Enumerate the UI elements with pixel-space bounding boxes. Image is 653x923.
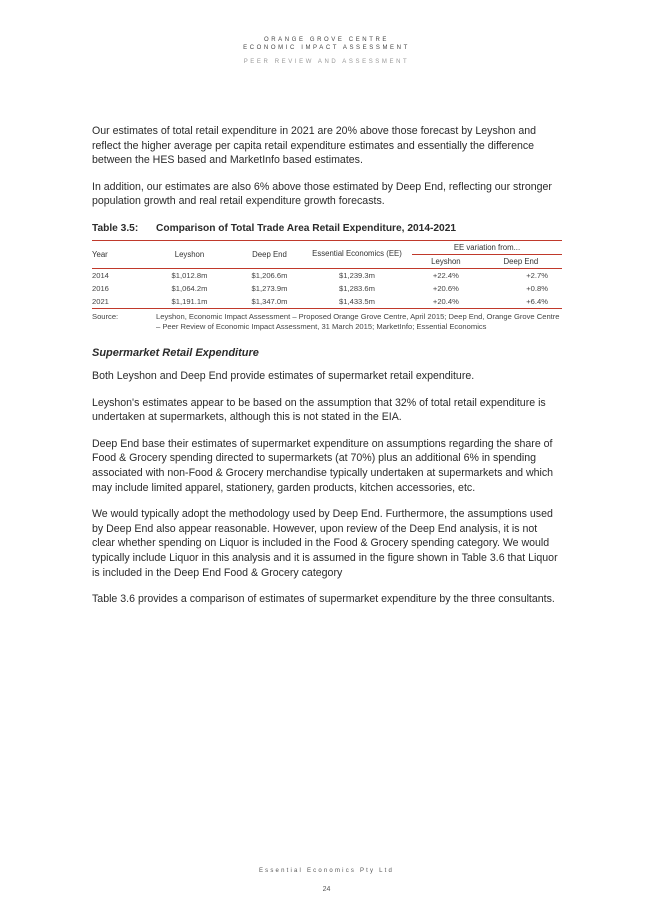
table-number: Table 3.5: bbox=[92, 222, 139, 234]
cell-deep-end: $1,206.6m bbox=[251, 270, 288, 280]
cell-year: 2014 bbox=[92, 270, 109, 280]
table-row bbox=[92, 295, 562, 309]
header-line-3: PEER REVIEW AND ASSESSMENT bbox=[243, 59, 410, 65]
cell-var-deep-end: +0.8% bbox=[526, 283, 548, 293]
cell-ee: $1,433.5m bbox=[339, 296, 375, 306]
cell-ee: $1,283.6m bbox=[339, 283, 375, 293]
source-text: Leyshon, Economic Impact Assessment – Proposed Orange Grove Centre, April 2015; Deep End, Orange Grove Centre – Peer Review of Economic Impact Assessment, 31 March 2015; MarketInfo; Essential Economics bbox=[156, 311, 560, 332]
table-caption bbox=[92, 223, 562, 234]
paragraph-1: Our estimates of total retail expenditure in 2021 are 20% above those forecast by Leyshon and reflect the higher average per capita retail expenditure estimates and essentially the difference between the HES based and MarketInfo based estimates. bbox=[92, 125, 537, 167]
col-year: Year bbox=[92, 249, 108, 259]
section-heading: Supermarket Retail Expenditure bbox=[92, 346, 259, 359]
paragraph-5: Deep End base their estimates of supermarket expenditure on assumptions regarding the share of Food & Grocery spending directed to supermarkets (at 70%) plus an additional 6% in spending associated with non-Food & Grocery merchandise typically undertaken at supermarkets and which may include limited apparel, stationery, garden products, kitchen accessories, etc. bbox=[92, 437, 554, 494]
page-footer: Essential Economics Pty Ltd bbox=[258, 868, 395, 874]
cell-var-leyshon: +20.4% bbox=[432, 296, 459, 306]
expenditure-table bbox=[92, 240, 562, 309]
col-var-deep-end: Deep End bbox=[503, 256, 539, 266]
cell-ee: $1,239.3m bbox=[339, 270, 375, 280]
page-body bbox=[92, 124, 562, 619]
paragraph-3: Both Leyshon and Deep End provide estimates of supermarket retail expenditure. bbox=[92, 369, 475, 382]
cell-year: 2016 bbox=[92, 283, 109, 293]
cell-var-deep-end: +2.7% bbox=[526, 270, 548, 280]
paragraph-6: We would typically adopt the methodology used by Deep End. Furthermore, the assumptions used by Deep End also appear reasonable. However, upon review of the Deep End analysis, it is not clear whether spending on Liquor is included in the Food & Grocery spending category. We would typically include Liquor in this analysis and it is assumed in the figure shown in Table 3.6 that Liquor is included in the Deep End Food & Grocery category bbox=[92, 508, 558, 579]
page-number: 24 bbox=[322, 886, 331, 893]
cell-deep-end: $1,273.9m bbox=[251, 283, 288, 293]
header-line-2: ECONOMIC IMPACT ASSESSMENT bbox=[243, 45, 410, 51]
cell-var-deep-end: +6.4% bbox=[526, 296, 548, 306]
cell-var-leyshon: +22.4% bbox=[432, 270, 459, 280]
cell-var-leyshon: +20.6% bbox=[432, 283, 459, 293]
col-deep-end: Deep End bbox=[252, 249, 287, 259]
col-ee: Essential Economics (EE) bbox=[312, 249, 402, 259]
header-line-1: ORANGE GROVE CENTRE bbox=[263, 37, 390, 43]
cell-leyshon: $1,012.8m bbox=[171, 270, 208, 280]
table-row bbox=[92, 282, 562, 295]
paragraph-4: Leyshon's estimates appear to be based on the assumption that 32% of total retail expenditure is undertaken at supermarkets, although this is not stated in the EIA. bbox=[92, 396, 546, 424]
cell-year: 2021 bbox=[92, 296, 109, 306]
paragraph-7: Table 3.6 provides a comparison of estimates of supermarket expenditure by the three consultants. bbox=[92, 593, 555, 606]
col-variation: EE variation from... bbox=[412, 240, 562, 254]
cell-leyshon: $1,191.1m bbox=[171, 296, 208, 306]
cell-leyshon: $1,064.2m bbox=[171, 283, 208, 293]
page-header bbox=[0, 36, 653, 66]
table-row bbox=[92, 268, 562, 282]
table-source bbox=[92, 312, 562, 333]
table-title: Comparison of Total Trade Area Retail Expenditure, 2014-2021 bbox=[156, 222, 457, 234]
source-label: Source: bbox=[92, 311, 119, 321]
paragraph-2: In addition, our estimates are also 6% above those estimated by Deep End, reflecting our stronger population growth and real retail expenditure growth forecasts. bbox=[92, 180, 552, 208]
cell-deep-end: $1,347.0m bbox=[251, 296, 288, 306]
col-leyshon: Leyshon bbox=[174, 249, 205, 259]
col-var-leyshon: Leyshon bbox=[431, 256, 461, 266]
